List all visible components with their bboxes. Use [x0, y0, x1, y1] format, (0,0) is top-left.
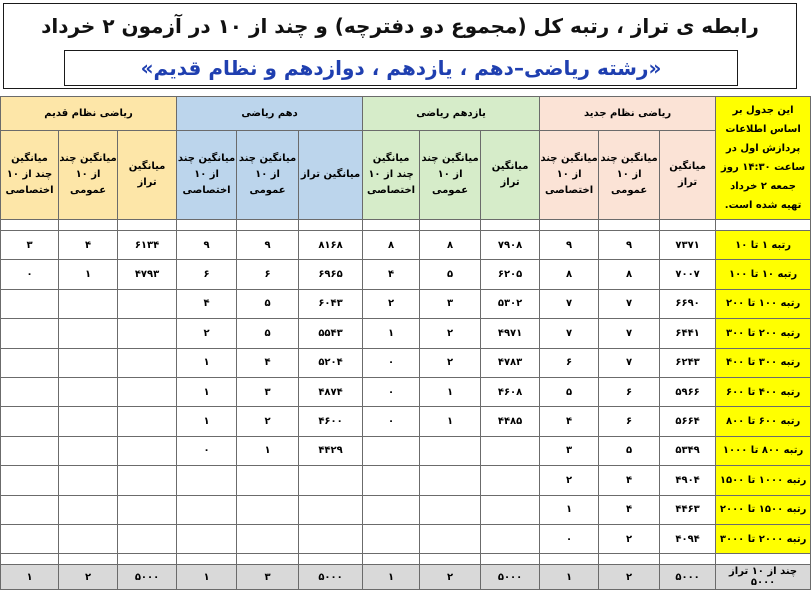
footer-label: چند از ۱۰ تراز ۵۰۰۰	[716, 565, 811, 590]
cell-old-avg-score	[118, 466, 177, 495]
cell-eleventh-avg-general: ۱	[420, 377, 481, 406]
footer-cell-new-avg-score: ۵۰۰۰	[660, 565, 716, 590]
spacer-row	[1, 220, 811, 231]
cell-new-avg-general: ۸	[599, 260, 660, 289]
cell-old-avg-general	[59, 524, 118, 553]
cell-new-avg-specialized: ۹	[540, 231, 599, 260]
cell-tenth-avg-specialized	[177, 466, 237, 495]
cell-old-avg-specialized	[1, 524, 59, 553]
cell-new-avg-specialized: ۶	[540, 348, 599, 377]
cell-eleventh-avg-score: ۴۷۸۳	[481, 348, 540, 377]
cell-old-avg-general	[59, 319, 118, 348]
cell-new-avg-specialized: ۷	[540, 319, 599, 348]
cell-old-avg-general	[59, 348, 118, 377]
footer-cell-old-avg-score: ۵۰۰۰	[118, 565, 177, 590]
cell-tenth-avg-specialized: ۹	[177, 231, 237, 260]
cell-eleventh-avg-specialized	[363, 495, 420, 524]
footer-cell-new-avg-general: ۲	[599, 565, 660, 590]
subheader-avg-specialized: میانگین چند از ۱۰ اختصاصی	[540, 130, 599, 219]
cell-old-avg-specialized: ۰	[1, 260, 59, 289]
cell-tenth-avg-general: ۶	[237, 260, 299, 289]
cell-old-avg-score	[118, 407, 177, 436]
subheader-avg-score: میانگین تراز	[299, 130, 363, 219]
cell-new-avg-score: ۶۲۴۳	[660, 348, 716, 377]
cell-eleventh-avg-specialized: ۱	[363, 319, 420, 348]
page-title: رابطه ی تراز ، رتبه کل (مجموع دو دفترچه) و چند از ۱۰ در آزمون ۲ خرداد	[41, 14, 759, 38]
cell-tenth-avg-score	[299, 524, 363, 553]
subheader-avg-specialized: میانگین چند از ۱۰ اختصاصی	[1, 130, 59, 219]
cell-new-avg-specialized: ۳	[540, 436, 599, 465]
cell-tenth-avg-score: ۵۲۰۴	[299, 348, 363, 377]
cell-tenth-avg-general: ۴	[237, 348, 299, 377]
cell-old-avg-score: ۴۷۹۳	[118, 260, 177, 289]
cell-old-avg-general	[59, 436, 118, 465]
cell-eleventh-avg-score: ۵۳۰۲	[481, 289, 540, 318]
cell-eleventh-avg-score	[481, 436, 540, 465]
table-row	[1, 407, 811, 436]
rank-range-label: رتبه ۱۵۰۰ تا ۲۰۰۰	[716, 495, 811, 524]
cell-old-avg-specialized	[1, 407, 59, 436]
cell-new-avg-score: ۵۶۶۴	[660, 407, 716, 436]
cell-eleventh-avg-score: ۴۴۸۵	[481, 407, 540, 436]
cell-tenth-avg-score: ۴۸۷۴	[299, 377, 363, 406]
cell-old-avg-specialized	[1, 289, 59, 318]
cell-new-avg-score: ۴۴۶۳	[660, 495, 716, 524]
cell-new-avg-general: ۲	[599, 524, 660, 553]
cell-tenth-avg-general: ۲	[237, 407, 299, 436]
cell-new-avg-specialized: ۸	[540, 260, 599, 289]
footer-cell-eleventh-avg-specialized: ۱	[363, 565, 420, 590]
group-header-new: ریاضی نظام جدید	[540, 97, 716, 131]
cell-old-avg-score	[118, 348, 177, 377]
cell-eleventh-avg-specialized: ۰	[363, 348, 420, 377]
rank-range-label: رتبه ۱۰۰۰ تا ۱۵۰۰	[716, 466, 811, 495]
footer-cell-tenth-avg-general: ۳	[237, 565, 299, 590]
cell-old-avg-score	[118, 524, 177, 553]
cell-new-avg-specialized: ۵	[540, 377, 599, 406]
cell-new-avg-score: ۴۰۹۴	[660, 524, 716, 553]
cell-new-avg-specialized: ۲	[540, 466, 599, 495]
table-row	[1, 348, 811, 377]
footer-cell-eleventh-avg-score: ۵۰۰۰	[481, 565, 540, 590]
cell-tenth-avg-specialized: ۱	[177, 377, 237, 406]
cell-tenth-avg-general: ۵	[237, 289, 299, 318]
cell-eleventh-avg-score	[481, 495, 540, 524]
cell-eleventh-avg-specialized: ۸	[363, 231, 420, 260]
table-row	[1, 495, 811, 524]
cell-new-avg-score: ۷۳۷۱	[660, 231, 716, 260]
cell-new-avg-general: ۷	[599, 289, 660, 318]
cell-old-avg-general	[59, 289, 118, 318]
footer-row	[1, 565, 811, 590]
rank-score-table	[0, 96, 811, 590]
cell-tenth-avg-score: ۸۱۶۸	[299, 231, 363, 260]
cell-tenth-avg-specialized: ۱	[177, 407, 237, 436]
cell-eleventh-avg-general: ۳	[420, 289, 481, 318]
footer-cell-tenth-avg-specialized: ۱	[177, 565, 237, 590]
cell-old-avg-specialized	[1, 377, 59, 406]
footer-cell-old-avg-general: ۲	[59, 565, 118, 590]
footer-cell-tenth-avg-score: ۵۰۰۰	[299, 565, 363, 590]
cell-tenth-avg-general: ۹	[237, 231, 299, 260]
table-body	[1, 220, 811, 590]
cell-old-avg-general	[59, 466, 118, 495]
cell-eleventh-avg-general: ۵	[420, 260, 481, 289]
spacer-row	[1, 554, 811, 565]
group-header-tenth: دهم ریاضی	[177, 97, 363, 131]
table-row	[1, 466, 811, 495]
cell-eleventh-avg-general	[420, 495, 481, 524]
cell-old-avg-specialized	[1, 466, 59, 495]
cell-tenth-avg-general	[237, 466, 299, 495]
cell-new-avg-score: ۴۹۰۴	[660, 466, 716, 495]
cell-new-avg-score: ۶۴۴۱	[660, 319, 716, 348]
subheader-avg-score: میانگین تراز	[118, 130, 177, 219]
cell-old-avg-specialized	[1, 436, 59, 465]
group-header-eleventh: یازدهم ریاضی	[363, 97, 540, 131]
cell-old-avg-general: ۱	[59, 260, 118, 289]
cell-old-avg-specialized: ۳	[1, 231, 59, 260]
cell-tenth-avg-specialized	[177, 495, 237, 524]
cell-tenth-avg-general	[237, 524, 299, 553]
rank-range-label: رتبه ۶۰۰ تا ۸۰۰	[716, 407, 811, 436]
cell-old-avg-score	[118, 319, 177, 348]
subheader-avg-general: میانگین چند از ۱۰ عمومی	[59, 130, 118, 219]
cell-eleventh-avg-score: ۴۹۷۱	[481, 319, 540, 348]
cell-eleventh-avg-specialized: ۰	[363, 377, 420, 406]
cell-tenth-avg-general: ۱	[237, 436, 299, 465]
cell-tenth-avg-general: ۳	[237, 377, 299, 406]
table-row	[1, 289, 811, 318]
rank-range-label: رتبه ۱۰۰ تا ۲۰۰	[716, 289, 811, 318]
rank-range-label: رتبه ۸۰۰ تا ۱۰۰۰	[716, 436, 811, 465]
cell-new-avg-general: ۷	[599, 348, 660, 377]
cell-old-avg-score	[118, 377, 177, 406]
cell-tenth-avg-score: ۶۹۶۵	[299, 260, 363, 289]
rank-range-label: رتبه ۲۰۰۰ تا ۳۰۰۰	[716, 524, 811, 553]
table-row	[1, 377, 811, 406]
cell-new-avg-specialized: ۷	[540, 289, 599, 318]
cell-eleventh-avg-general: ۲	[420, 348, 481, 377]
cell-tenth-avg-score: ۶۰۴۳	[299, 289, 363, 318]
cell-tenth-avg-score: ۵۵۴۳	[299, 319, 363, 348]
cell-tenth-avg-specialized: ۰	[177, 436, 237, 465]
cell-new-avg-general: ۴	[599, 466, 660, 495]
footer-cell-eleventh-avg-general: ۲	[420, 565, 481, 590]
cell-eleventh-avg-specialized: ۴	[363, 260, 420, 289]
cell-eleventh-avg-general: ۲	[420, 319, 481, 348]
cell-new-avg-specialized: ۱	[540, 495, 599, 524]
cell-new-avg-general: ۹	[599, 231, 660, 260]
cell-eleventh-avg-specialized	[363, 524, 420, 553]
table-row	[1, 260, 811, 289]
subheader-avg-specialized: میانگین چند از ۱۰ اختصاصی	[177, 130, 237, 219]
page-subtitle: «رشته ریاضی–دهم ، یازدهم ، دوازدهم و نظام قدیم»	[64, 50, 738, 86]
cell-new-avg-score: ۶۶۹۰	[660, 289, 716, 318]
cell-new-avg-general: ۷	[599, 319, 660, 348]
rank-range-label: رتبه ۴۰۰ تا ۶۰۰	[716, 377, 811, 406]
cell-old-avg-score	[118, 495, 177, 524]
cell-old-avg-general	[59, 495, 118, 524]
cell-eleventh-avg-specialized: ۲	[363, 289, 420, 318]
subheader-avg-general: میانگین چند از ۱۰ عمومی	[599, 130, 660, 219]
cell-eleventh-avg-score: ۶۲۰۵	[481, 260, 540, 289]
subheader-avg-specialized: میانگین چند از ۱۰ اختصاصی	[363, 130, 420, 219]
cell-tenth-avg-general	[237, 495, 299, 524]
cell-new-avg-score: ۷۰۰۷	[660, 260, 716, 289]
cell-new-avg-general: ۶	[599, 407, 660, 436]
cell-eleventh-avg-general	[420, 466, 481, 495]
cell-tenth-avg-specialized: ۴	[177, 289, 237, 318]
cell-eleventh-avg-general	[420, 436, 481, 465]
cell-eleventh-avg-specialized	[363, 436, 420, 465]
cell-old-avg-general	[59, 377, 118, 406]
cell-eleventh-avg-score	[481, 466, 540, 495]
subheader-avg-score: میانگین تراز	[660, 130, 716, 219]
group-header-old: ریاضی نظام قدیم	[1, 97, 177, 131]
cell-new-avg-general: ۴	[599, 495, 660, 524]
cell-eleventh-avg-general	[420, 524, 481, 553]
cell-new-avg-general: ۶	[599, 377, 660, 406]
subheader-avg-score: میانگین تراز	[481, 130, 540, 219]
table-row	[1, 231, 811, 260]
table-note: این جدول بر اساس اطلاعات پردازش اول در ساعت ۱۴:۳۰ روز جمعه ۲ خرداد تهیه شده است.	[716, 97, 811, 220]
cell-eleventh-avg-general: ۸	[420, 231, 481, 260]
cell-new-avg-general: ۵	[599, 436, 660, 465]
cell-eleventh-avg-score: ۴۶۰۸	[481, 377, 540, 406]
cell-old-avg-specialized	[1, 348, 59, 377]
title-box	[3, 3, 797, 89]
cell-eleventh-avg-general: ۱	[420, 407, 481, 436]
cell-new-avg-specialized: ۰	[540, 524, 599, 553]
table-row	[1, 524, 811, 553]
rank-range-label: رتبه ۲۰۰ تا ۳۰۰	[716, 319, 811, 348]
cell-tenth-avg-specialized	[177, 524, 237, 553]
cell-old-avg-score	[118, 289, 177, 318]
footer-cell-old-avg-specialized: ۱	[1, 565, 59, 590]
cell-new-avg-score: ۵۹۶۶	[660, 377, 716, 406]
subheader-avg-general: میانگین چند از ۱۰ عمومی	[237, 130, 299, 219]
cell-new-avg-score: ۵۳۴۹	[660, 436, 716, 465]
cell-old-avg-general: ۴	[59, 231, 118, 260]
cell-tenth-avg-specialized: ۲	[177, 319, 237, 348]
cell-tenth-avg-score: ۴۴۲۹	[299, 436, 363, 465]
cell-eleventh-avg-specialized: ۰	[363, 407, 420, 436]
cell-tenth-avg-score	[299, 466, 363, 495]
cell-tenth-avg-score: ۴۶۰۰	[299, 407, 363, 436]
table-row	[1, 436, 811, 465]
cell-tenth-avg-score	[299, 495, 363, 524]
subheader-avg-general: میانگین چند از ۱۰ عمومی	[420, 130, 481, 219]
cell-tenth-avg-general: ۵	[237, 319, 299, 348]
cell-old-avg-general	[59, 407, 118, 436]
cell-old-avg-specialized	[1, 319, 59, 348]
cell-eleventh-avg-score: ۷۹۰۸	[481, 231, 540, 260]
cell-new-avg-specialized: ۴	[540, 407, 599, 436]
cell-old-avg-score	[118, 436, 177, 465]
cell-tenth-avg-specialized: ۱	[177, 348, 237, 377]
cell-old-avg-specialized	[1, 495, 59, 524]
rank-range-label: رتبه ۱۰ تا ۱۰۰	[716, 260, 811, 289]
cell-tenth-avg-specialized: ۶	[177, 260, 237, 289]
cell-eleventh-avg-specialized	[363, 466, 420, 495]
table-row	[1, 319, 811, 348]
cell-eleventh-avg-score	[481, 524, 540, 553]
rank-range-label: رتبه ۳۰۰ تا ۴۰۰	[716, 348, 811, 377]
rank-range-label: رتبه ۱ تا ۱۰	[716, 231, 811, 260]
cell-old-avg-score: ۶۱۳۴	[118, 231, 177, 260]
footer-cell-new-avg-specialized: ۱	[540, 565, 599, 590]
